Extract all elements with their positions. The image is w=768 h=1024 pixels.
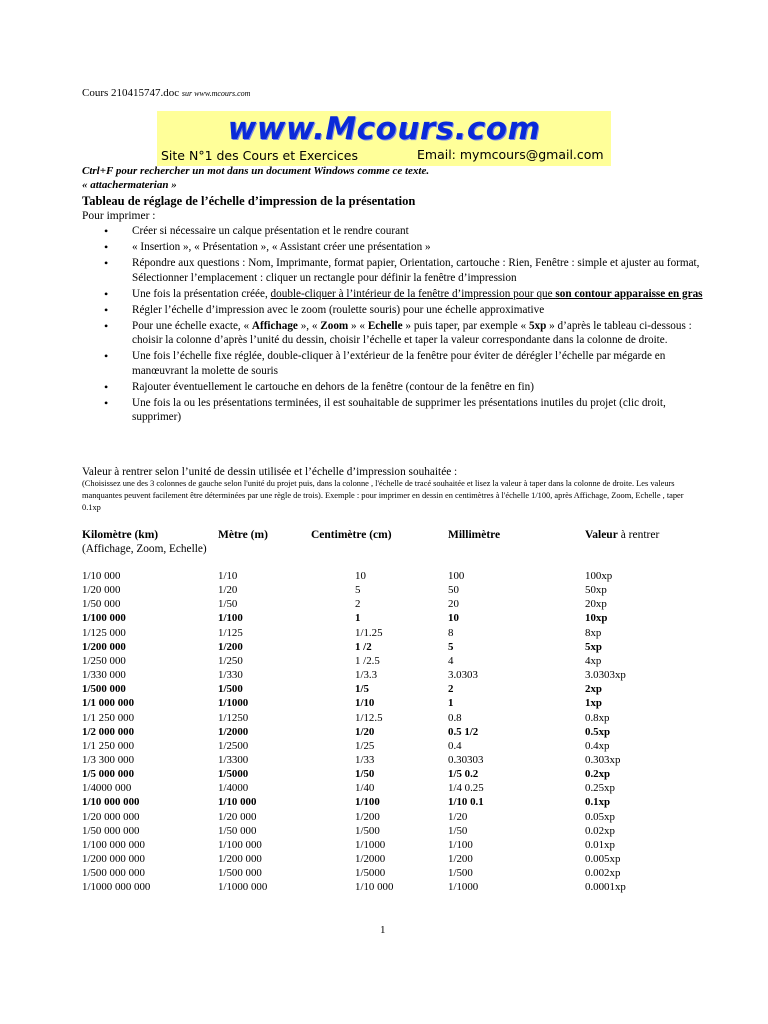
table-cell-val: 0.002xp xyxy=(585,867,621,880)
table-cell-m: 1/1000 000 xyxy=(218,881,268,894)
table-cell-km: 1/500 000 xyxy=(82,683,126,696)
list-item: • Répondre aux questions : Nom, Imprimante, format papier, Orientation, cartouche : Rien, Fenêtre : simple et ajuster au format, Sélectionner l’emplacement : cliquer un rectangle pour définir la fenêtre d’impression xyxy=(104,256,704,285)
table-cell-m: 1/10 000 xyxy=(218,796,257,809)
table-cell-m: 1/20 xyxy=(218,584,238,597)
table-cell-cm: 10 xyxy=(355,570,366,582)
table-row xyxy=(0,739,768,753)
table-cell-cm: 1/33 xyxy=(355,753,375,766)
table-cell-mm: 1/5 0.2 xyxy=(448,768,479,781)
table-cell-val: 50xp xyxy=(585,584,607,597)
list-item: • Une fois la ou les présentations terminées, il est souhaitable de supprimer les présentations inutiles du projet (clic droit, supprimer) xyxy=(104,396,704,425)
table-cell-val: 0.1xp xyxy=(585,796,611,809)
table-cell-m: 1/100 xyxy=(218,612,243,625)
table-cell-val: 0.02xp xyxy=(585,824,615,837)
table-cell-m: 1/3300 xyxy=(218,753,249,766)
table-cell-mm: 10 xyxy=(448,612,459,625)
table-cell-mm: 8 xyxy=(448,626,454,639)
table-cell-m: 1/20 000 xyxy=(218,810,257,823)
table-cell-cm: 1/200 xyxy=(355,810,380,823)
table-cell-cm: 1/100 xyxy=(355,796,380,809)
header-site: sur www.mcours.com xyxy=(181,89,251,98)
table-cell-m: 1/5000 xyxy=(218,768,249,781)
table-cell-cm: 1/1.25 xyxy=(355,626,383,639)
table-cell-m: 1/50 000 xyxy=(218,824,257,837)
list-item: • Pour une échelle exacte, « Affichage », « Zoom » « Echelle » puis taper, par exemple « 5xp » d’après le tableau ci-dessous : choisir la colonne d’après l’unité du dessin, choisir l’échelle et taper la valeur correspondante dans la colonne de droite. xyxy=(104,319,704,348)
table-cell-mm: 1/4 0.25 xyxy=(448,782,484,795)
table-cell-km: 1/2 000 000 xyxy=(82,725,135,738)
table-cell-cm: 1 xyxy=(355,612,361,625)
list-item: • « Insertion », « Présentation », « Assistant créer une présentation » xyxy=(104,240,704,255)
table-cell-mm: 1/20 xyxy=(448,810,468,823)
table-cell-mm: 2 xyxy=(448,683,454,696)
table-cell-m: 1/200 000 xyxy=(218,853,262,865)
table-cell-val: 2xp xyxy=(585,683,602,696)
table-row xyxy=(0,611,768,625)
table-cell-cm: 1/10 000 xyxy=(355,881,394,894)
list-item: • Une fois la présentation créée, double-cliquer à l’intérieur de la fenêtre d’impression pour que son contour apparaisse en gras xyxy=(104,287,704,302)
table-cell-km: 1/330 000 xyxy=(82,669,126,682)
table-cell-km: 1/3 300 000 xyxy=(82,753,135,766)
table-row xyxy=(0,583,768,597)
search-tip-line1: Ctrl+F pour rechercher un mot dans un document Windows comme ce texte. xyxy=(82,165,430,177)
page-title: Tableau de réglage de l’échelle d’impression de la présentation xyxy=(82,194,416,208)
table-row xyxy=(0,640,768,654)
list-item: • Rajouter éventuellement le cartouche en dehors de la fenêtre (contour de la fenêtre en fin) xyxy=(104,380,704,395)
document-header xyxy=(82,87,250,101)
table-cell-mm: 5 xyxy=(448,640,454,653)
col-header-km: Kilomètre (km) xyxy=(82,529,159,541)
table-row xyxy=(0,767,768,781)
table-row xyxy=(0,781,768,795)
table-cell-cm: 1/25 xyxy=(355,739,375,752)
table-cell-cm: 2 xyxy=(355,598,361,611)
table-cell-m: 1/100 000 xyxy=(218,838,262,851)
table-cell-cm: 1/3.3 xyxy=(355,669,378,682)
table-cell-km: 1/100 000 000 xyxy=(82,838,145,851)
table-row xyxy=(0,795,768,809)
list-item: • Régler l’échelle d’impression avec le zoom (roulette souris) pour une échelle approximative xyxy=(104,303,704,318)
table-cell-km: 1/125 000 xyxy=(82,626,126,639)
table-cell-val: 3.0303xp xyxy=(585,669,626,682)
table-row xyxy=(0,852,768,866)
table-row xyxy=(0,866,768,880)
table-cell-cm: 1 /2 xyxy=(355,640,372,653)
table-cell-m: 1/10 xyxy=(218,570,238,582)
list-item: • Créer si nécessaire un calque présentation et le rendre courant xyxy=(104,224,704,239)
table-cell-km: 1/5 000 000 xyxy=(82,768,135,781)
table-row xyxy=(0,810,768,824)
table-cell-km: 1/1 000 000 xyxy=(82,697,135,710)
table-cell-val: 0.5xp xyxy=(585,725,611,738)
table-cell-m: 1/50 xyxy=(218,598,238,611)
table-cell-val: 8xp xyxy=(585,626,602,639)
table-cell-val: 0.01xp xyxy=(585,838,615,851)
instruction-list xyxy=(104,224,704,426)
table-cell-mm: 1/100 xyxy=(448,838,473,851)
table-cell-km: 1/250 000 xyxy=(82,654,126,667)
table-cell-m: 1/125 xyxy=(218,626,243,639)
table-cell-cm: 1/20 xyxy=(355,725,375,738)
table-cell-val: 0.005xp xyxy=(585,853,621,865)
table-cell-m: 1/2500 xyxy=(218,739,249,752)
table-cell-km: 1/200 000 000 xyxy=(82,853,145,865)
search-tip-line2: « attachermaterian » xyxy=(82,179,177,191)
table-cell-mm: 50 xyxy=(448,584,459,597)
table-cell-mm: 0.4 xyxy=(448,739,462,752)
list-item: • Une fois l’échelle fixe réglée, double-cliquer à l’extérieur de la fenêtre pour éviter de dérégler l’échelle par mégarde en manœuvrant la molette de souris xyxy=(104,349,704,378)
col-header-subtitle: (Affichage, Zoom, Echelle) xyxy=(82,543,207,555)
table-cell-mm: 1/1000 xyxy=(448,881,479,894)
table-cell-mm: 4 xyxy=(448,654,454,667)
table-cell-km: 1/20 000 000 xyxy=(82,810,140,823)
table-row xyxy=(0,824,768,838)
table-cell-m: 1/1000 xyxy=(218,697,249,710)
table-cell-cm: 1/5000 xyxy=(355,867,386,880)
table-cell-cm: 1 /2.5 xyxy=(355,654,380,667)
table-cell-m: 1/1250 xyxy=(218,711,249,724)
table-cell-km: 1/500 000 000 xyxy=(82,867,145,880)
col-header-cm: Centimètre (cm) xyxy=(311,529,392,541)
table-cell-km: 1/1 250 000 xyxy=(82,711,135,724)
table-cell-val: 0.4xp xyxy=(585,739,610,752)
table-row xyxy=(0,682,768,696)
table-cell-m: 1/330 xyxy=(218,669,243,682)
table-cell-km: 1/50 000 000 xyxy=(82,824,140,837)
table-row xyxy=(0,838,768,852)
table-cell-km: 1/10 000 000 xyxy=(82,796,140,809)
table-cell-km: 1/10 000 xyxy=(82,570,121,582)
table-row xyxy=(0,569,768,583)
table-cell-km: 1/1000 000 000 xyxy=(82,881,151,894)
table-cell-m: 1/250 xyxy=(218,654,243,667)
table-cell-mm: 1/200 xyxy=(448,853,473,865)
banner-tagline: Site N°1 des Cours et Exercices xyxy=(161,148,358,163)
table-row xyxy=(0,880,768,894)
table-cell-val: 100xp xyxy=(585,570,613,582)
intro-text: Pour imprimer : xyxy=(82,210,156,222)
table-row xyxy=(0,696,768,710)
table-cell-val: 0.0001xp xyxy=(585,881,626,894)
mcours-banner[interactable] xyxy=(157,111,611,166)
table-cell-mm: 1/10 0.1 xyxy=(448,796,484,809)
table-cell-m: 1/500 xyxy=(218,683,243,696)
table-instructions: (Choisissez une des 3 colonnes de gauche selon l'unité du projet puis, dans la colonne , l'échelle de tracé souhaitée et lisez la valeur à taper dans la colonne de droite. Les valeurs manquantes peuvent facilement être déterminées par une règle de trois). Exemple : pour imprimer en dessin en centimètres à l'échelle 1/100, après Affichage, Zoom, Echelle , taper 0.1xp xyxy=(82,479,684,512)
table-cell-cm: 5 xyxy=(355,584,361,597)
table-cell-km: 1/50 000 xyxy=(82,598,121,611)
table-row xyxy=(0,753,768,767)
table-cell-val: 1xp xyxy=(585,697,602,710)
table-cell-m: 1/200 xyxy=(218,640,243,653)
table-cell-val: 0.303xp xyxy=(585,753,621,766)
table-cell-cm: 1/500 xyxy=(355,824,380,837)
value-intro: Valeur à rentrer selon l’unité de dessin utilisée et l’échelle d’impression souhaitée : xyxy=(82,466,458,478)
table-row xyxy=(0,626,768,640)
banner-logo: www.Mcours.com xyxy=(227,111,541,147)
table-cell-val: 20xp xyxy=(585,598,607,611)
table-row xyxy=(0,668,768,682)
table-cell-mm: 100 xyxy=(448,570,465,582)
table-row xyxy=(0,725,768,739)
table-cell-m: 1/2000 xyxy=(218,725,249,738)
header-doc-name: Cours 210415747.doc xyxy=(82,87,180,99)
table-cell-cm: 1/10 xyxy=(355,697,375,710)
table-cell-km: 1/4000 000 xyxy=(82,782,132,795)
table-cell-mm: 1/500 xyxy=(448,867,473,880)
table-cell-cm: 1/2000 xyxy=(355,853,386,865)
table-cell-km: 1/1 250 000 xyxy=(82,739,135,752)
table-row xyxy=(0,711,768,725)
table-cell-m: 1/500 000 xyxy=(218,867,262,880)
table-cell-km: 1/100 000 xyxy=(82,612,126,625)
table-cell-km: 1/20 000 xyxy=(82,584,121,597)
table-cell-mm: 1 xyxy=(448,697,454,710)
col-header-m: Mètre (m) xyxy=(218,529,268,541)
col-header-mm: Millimètre xyxy=(448,529,501,541)
table-cell-val: 4xp xyxy=(585,654,602,667)
banner-email: Email: mymcours@gmail.com xyxy=(417,147,604,162)
table-cell-val: 0.2xp xyxy=(585,768,611,781)
table-cell-cm: 1/40 xyxy=(355,782,375,795)
table-cell-mm: 3.0303 xyxy=(448,669,478,682)
table-row xyxy=(0,597,768,611)
table-cell-val: 0.05xp xyxy=(585,810,615,823)
table-cell-val: 10xp xyxy=(585,612,608,625)
table-cell-cm: 1/5 xyxy=(355,683,369,696)
table-cell-km: 1/200 000 xyxy=(82,640,126,653)
table-cell-val: 5xp xyxy=(585,640,602,653)
table-cell-m: 1/4000 xyxy=(218,782,249,795)
table-cell-mm: 1/50 xyxy=(448,824,468,837)
table-cell-val: 0.8xp xyxy=(585,711,610,724)
table-cell-cm: 1/50 xyxy=(355,768,375,781)
col-header-value: Valeur à rentrer xyxy=(585,529,660,541)
page-number: 1 xyxy=(380,924,386,936)
table-cell-cm: 1/12.5 xyxy=(355,711,383,724)
table-cell-mm: 0.30303 xyxy=(448,753,484,766)
table-cell-mm: 0.5 1/2 xyxy=(448,725,479,738)
table-cell-mm: 20 xyxy=(448,598,459,611)
table-row xyxy=(0,654,768,668)
table-cell-cm: 1/1000 xyxy=(355,838,386,851)
table-cell-mm: 0.8 xyxy=(448,711,462,724)
table-cell-val: 0.25xp xyxy=(585,782,615,795)
